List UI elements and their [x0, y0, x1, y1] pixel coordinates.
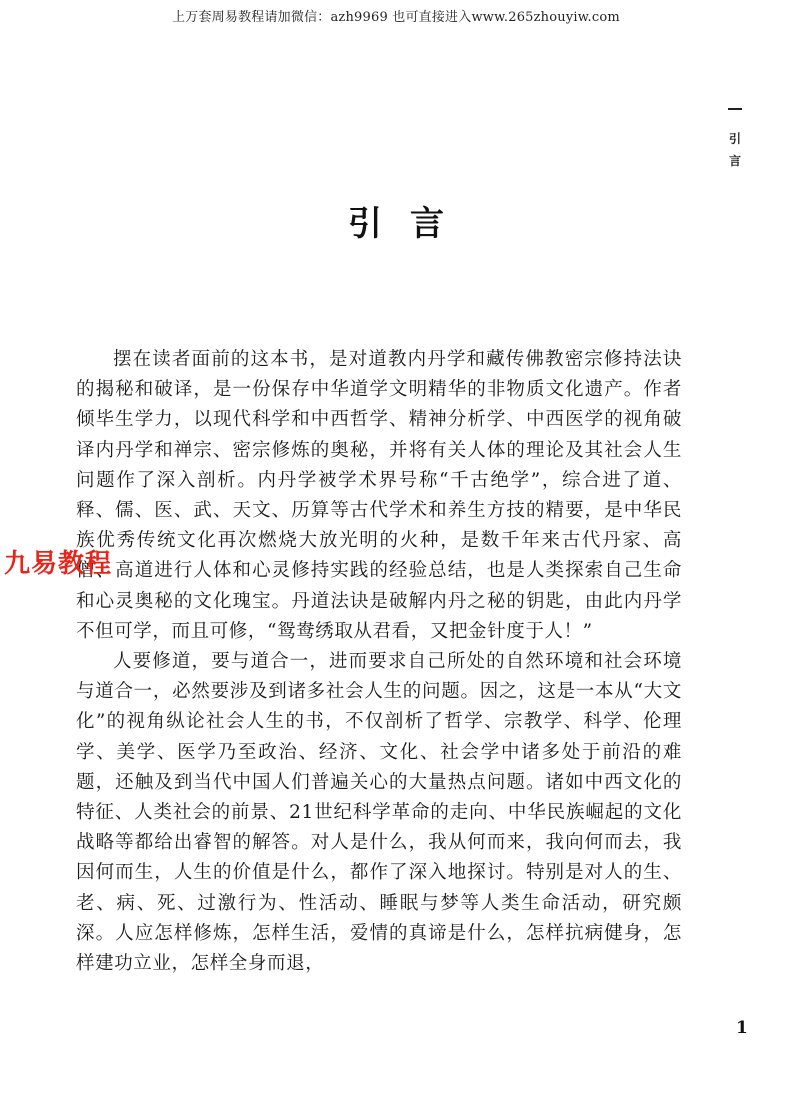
top-banner: 上万套周易教程请加微信：azh9969 也可直接进入www.265zhouyiw.com: [172, 10, 620, 25]
watermark-logo: 九易教程: [4, 549, 113, 579]
paragraph: 人要修道，要与道合一，进而要求自己所处的自然环境和社会环境与道合一，必然要涉及到诸多社会人生的问题。因之，这是一本从“大文化”的视角纵论社会人生的书，不仅剖析了哲学、宗教学、科学、伦理学、美学、医学乃至政治、经济、文化、社会学中诸多处于前沿的难题，还触及到当代中国人们普遍关心的大量热点问题。诸如中西文化的特征、人类社会的前景、21世纪科学革命的走向、中华民族崛起的文化战略等都给出睿智的解答。对人是什么，我从何而来，我向何而去，我因何而生，人生的价值是什么，都作了深入地探讨。特别是对人的生、老、病、死、过激行为、性活动、睡眠与梦等人类生命活动，研究颇深。人应怎样修炼，怎样生活，爱情的真谛是什么，怎样抗病健身，怎样建功立业，怎样全身而退，: [76, 651, 682, 975]
running-head-char: 引: [728, 131, 741, 146]
paragraph: 摆在读者面前的这本书，是对道教内丹学和藏传佛教密宗修持法诀的揭秘和破译，是一份保存中华道学文明精华的非物质文化遗产。作者倾毕生学力，以现代科学和中西哲学、精神分析学、中西医学的视角破译内丹学和禅宗、密宗修炼的奥秘，并将有关人体的理论及其社会人生问题作了深入剖析。内丹学被学术界号称“千古绝学”，综合进了道、释、儒、医、武、天文、历算等古代学术和养生方技的精要，是中华民族优秀传统文化再次燃烧大放光明的火种，是数千年来古代丹家、高僧、高道进行人体和心灵修持实践的经验总结，也是人类探索自己生命和心灵奥秘的文化瑰宝。丹道法诀是破解内丹之秘的钥匙，由此内丹学不但可学，而且可修，“鸳鸯绣取从君看，又把金针度于人！”: [76, 349, 682, 642]
chapter-title: 引言: [348, 204, 472, 244]
running-head-rule: [728, 108, 742, 110]
page-number: 1: [736, 1018, 748, 1038]
running-head: [722, 108, 748, 172]
body-text: [76, 345, 682, 979]
running-head-char: 言: [728, 153, 741, 168]
